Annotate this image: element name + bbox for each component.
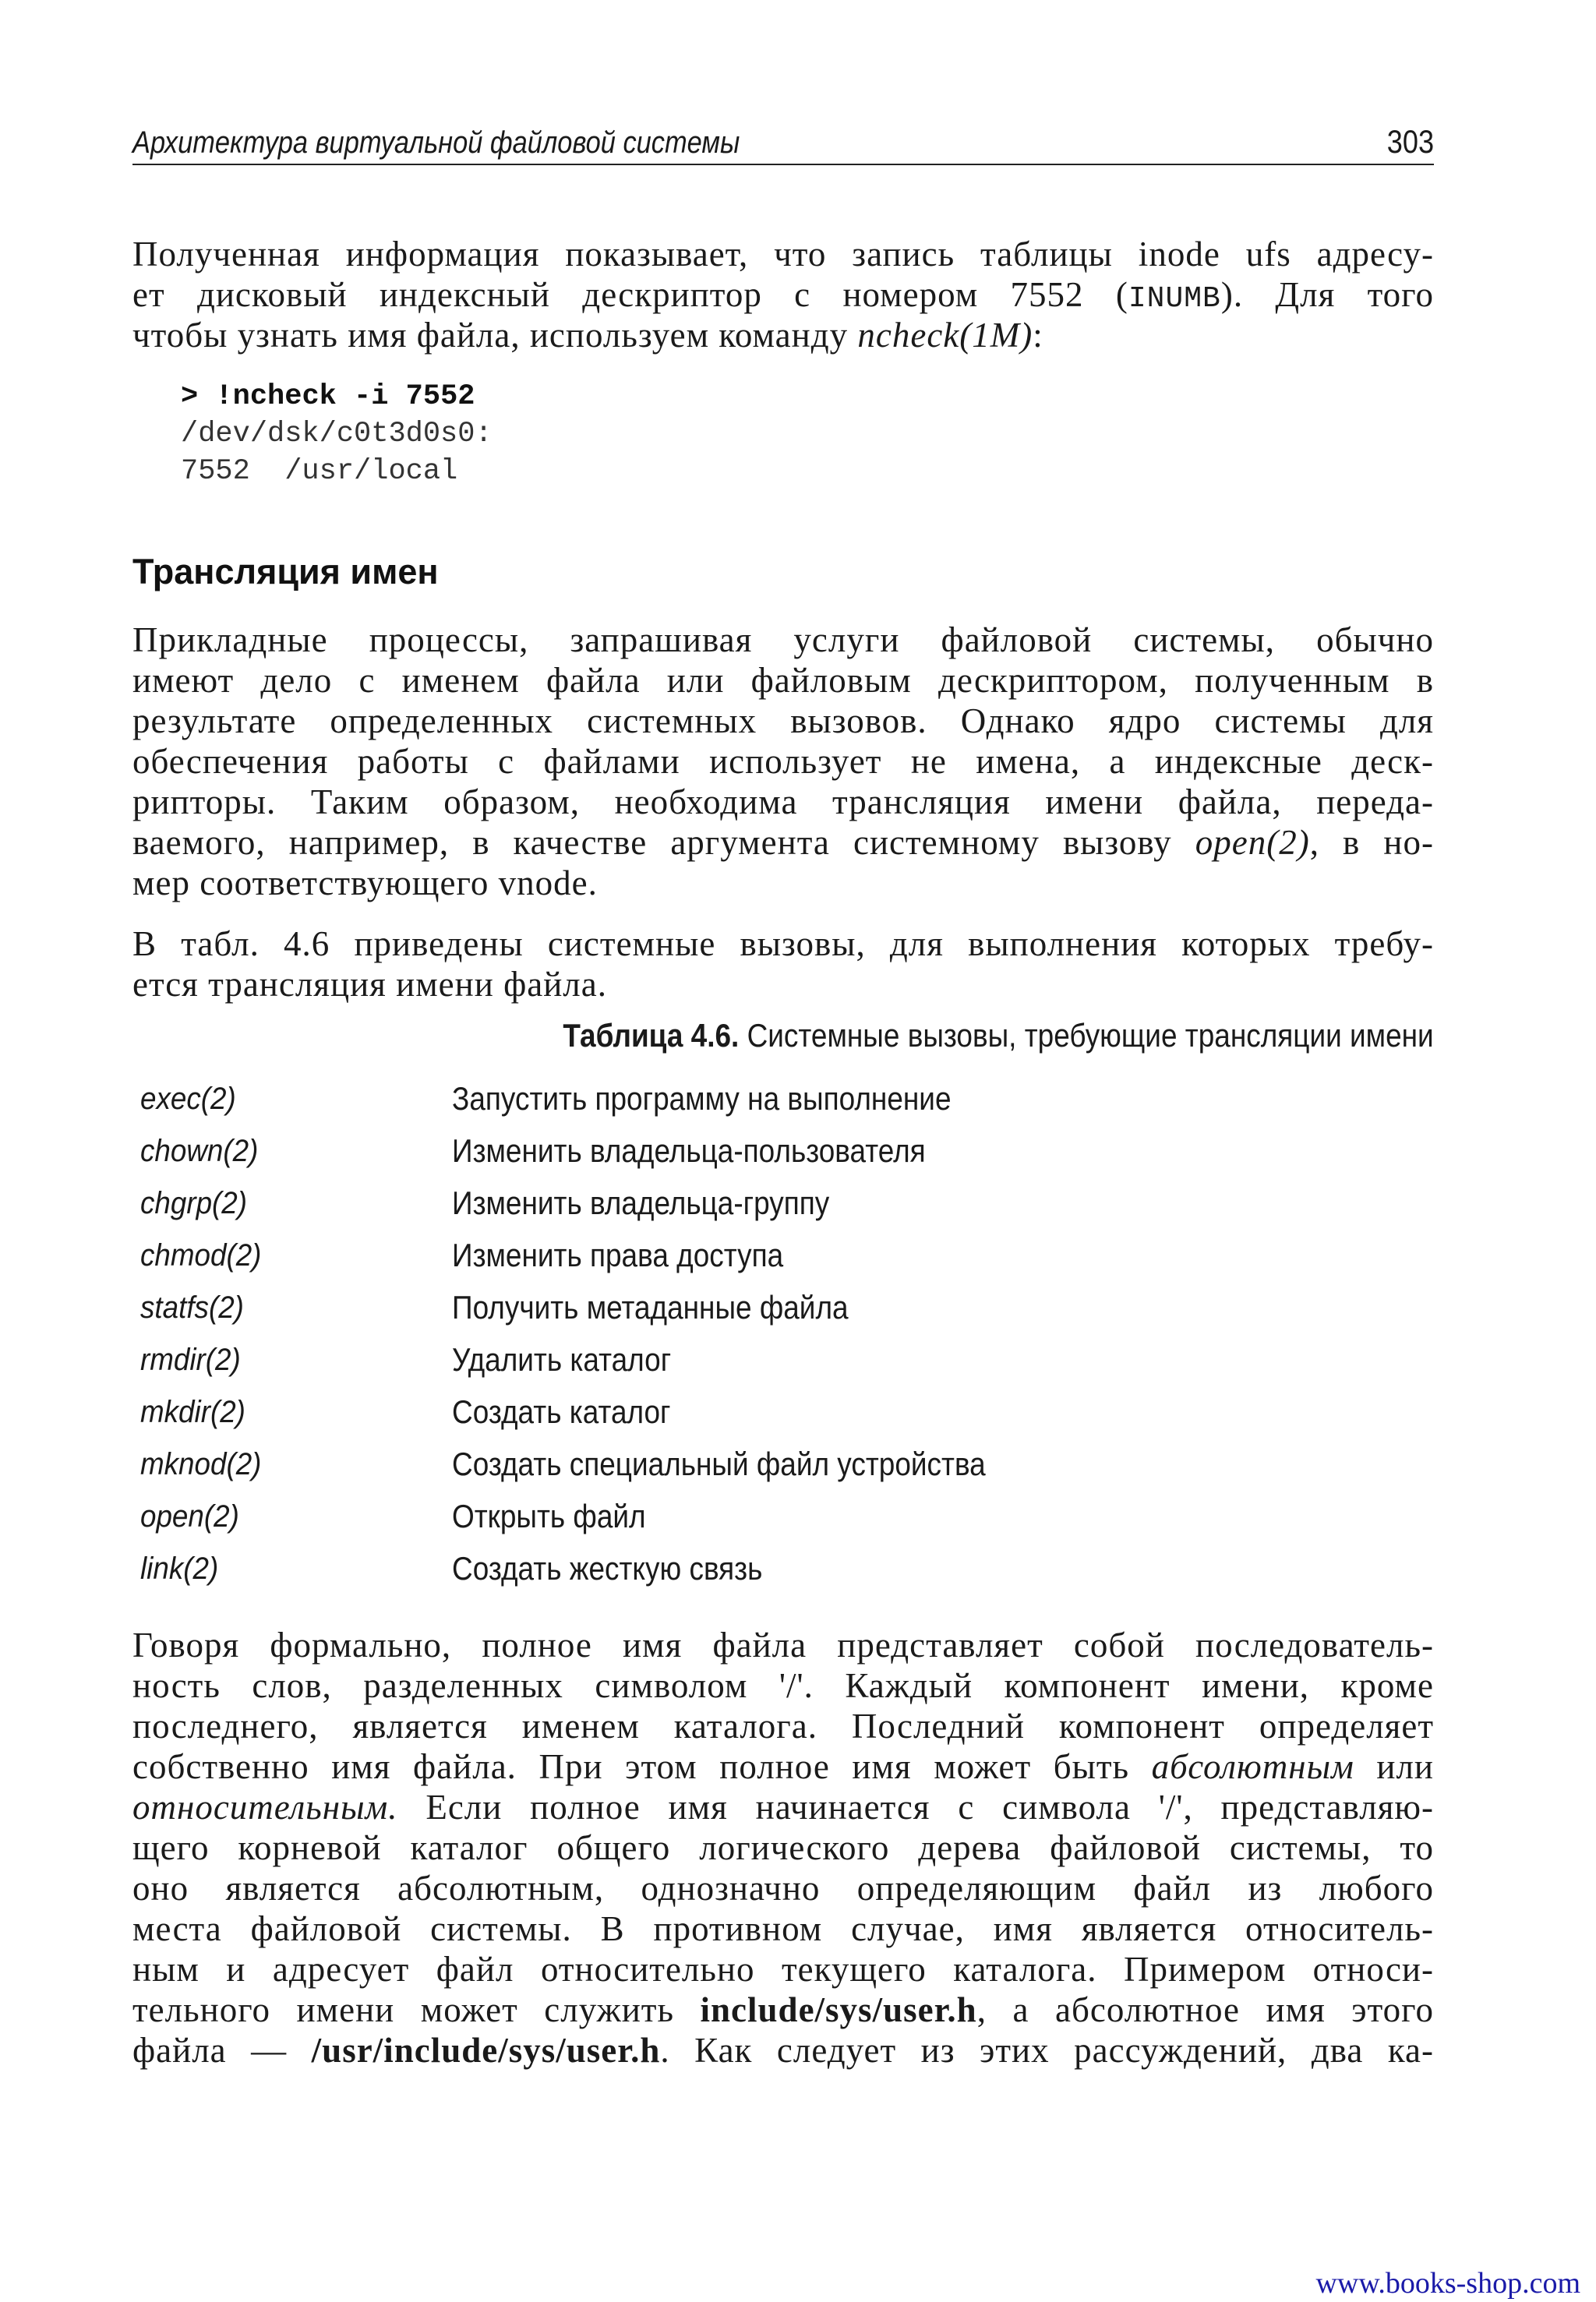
syscall-description: Создать жесткую связь: [452, 1550, 763, 1587]
running-title: Архитектура виртуальной файловой системы: [132, 125, 740, 160]
para3-line: щего корневой каталог общего логического дерева файловой системы, то: [132, 1828, 1434, 1867]
syscall-row: [140, 1547, 1309, 1599]
footer-link[interactable]: www.books-shop.com: [1315, 2267, 1580, 2300]
para3-line: Говоря формально, полное имя файла представляет собой последователь-: [132, 1626, 1434, 1665]
syscall-row: [140, 1495, 1309, 1547]
running-header: [132, 125, 1434, 165]
relative-path-example: include/sys/user.h: [700, 1990, 977, 2029]
syscall-description: Создать специальный файл устройства: [452, 1446, 986, 1482]
syscall-description: Получить метаданные файла: [452, 1289, 849, 1326]
code-output-1: /dev/dsk/c0t3d0s0:: [181, 418, 493, 450]
para3-line: тельного имени может служить include/sys/user.h, а абсолютное имя этого: [132, 1990, 1435, 2029]
para3-line: оно является абсолютным, однозначно определяющим файл из любого: [132, 1869, 1434, 1908]
code-prompt: >: [181, 380, 216, 413]
ncheck-ref: ncheck(1M): [857, 316, 1033, 355]
section-heading: Трансляция имен: [132, 552, 439, 591]
para3-line: файла — /usr/include/sys/user.h. Как следует из этих рассуждений, два ка-: [132, 2031, 1434, 2070]
page-number: 303: [1386, 123, 1434, 160]
para1-line: результате определенных системных вызовов. Однако ядро системы для: [132, 701, 1434, 740]
syscall-name: exec(2): [140, 1082, 236, 1116]
syscall-table: [140, 1077, 1309, 1599]
para1-line: рипторы. Таким образом, необходима трансляция имени файла, переда-: [132, 782, 1434, 821]
inumb-code: INUMB: [1128, 282, 1221, 316]
syscall-name: mkdir(2): [140, 1395, 245, 1429]
syscall-name: chmod(2): [140, 1238, 262, 1273]
para1-line: имеют дело с именем файла или файловым дескриптором, полученным в: [132, 661, 1434, 700]
syscall-description: Изменить владельца-группу: [452, 1185, 830, 1221]
syscall-row: [140, 1338, 1309, 1390]
syscall-description: Открыть файл: [452, 1498, 646, 1534]
para3-line: места файловой системы. В противном случае, имя является относитель-: [132, 1909, 1434, 1948]
para1-line: обеспечения работы с файлами использует не имена, а индексные деск-: [132, 742, 1434, 781]
intro-line-2: ет дисковый индексный дескриптор с номером 7552 (INUMB). Для того: [132, 275, 1434, 316]
intro-line-1: Полученная информация показывает, что запись таблицы inode ufs адресу-: [132, 235, 1434, 274]
syscall-name: link(2): [140, 1552, 219, 1586]
syscall-name: chgrp(2): [140, 1186, 248, 1220]
syscall-row: [140, 1077, 1309, 1129]
para2-line: В табл. 4.6 приведены системные вызовы, для выполнения которых требу-: [132, 924, 1434, 963]
syscall-description: Удалить каталог: [452, 1341, 672, 1378]
syscall-row: [140, 1286, 1309, 1338]
syscall-description: Изменить права доступа: [452, 1237, 784, 1273]
para3-line: последнего, является именем каталога. Последний компонент определяет: [132, 1707, 1434, 1746]
syscall-row: [140, 1181, 1309, 1234]
syscall-name: statfs(2): [140, 1290, 244, 1325]
table-caption: Таблица 4.6. Системные вызовы, требующие трансляции имени: [563, 1017, 1434, 1054]
intro-line-3: чтобы узнать имя файла, используем команду ncheck(1M):: [132, 316, 1043, 355]
syscall-row: [140, 1129, 1309, 1181]
para2-line: ется трансляция имени файла.: [132, 965, 607, 1004]
syscall-row: [140, 1234, 1309, 1286]
syscall-description: Создать каталог: [452, 1393, 671, 1430]
para3-line: ным и адресует файл относительно текущего каталога. Примером относи-: [132, 1950, 1434, 1989]
code-output-2: 7552 /usr/local: [181, 455, 458, 488]
syscall-name: mknod(2): [140, 1447, 262, 1481]
syscall-name: rmdir(2): [140, 1343, 241, 1377]
para3-line: относительным. Если полное имя начинается с символа '/', представляю-: [132, 1788, 1434, 1827]
para1-line: Прикладные процессы, запрашивая услуги файловой системы, обычно: [132, 620, 1434, 659]
code-listing: [181, 378, 493, 490]
para3-line: ность слов, разделенных символом '/'. Каждый компонент имени, кроме: [132, 1666, 1434, 1705]
para3-line: собственно имя файла. При этом полное имя может быть абсолютным или: [132, 1747, 1434, 1786]
syscall-name: open(2): [140, 1499, 239, 1534]
syscall-name: chown(2): [140, 1134, 259, 1168]
para1-line: мер соответствующего vnode.: [132, 863, 598, 902]
syscall-row: [140, 1442, 1309, 1495]
syscall-description: Изменить владельца-пользователя: [452, 1132, 926, 1169]
open-ref: open(2): [1195, 823, 1310, 862]
syscall-row: [140, 1390, 1309, 1442]
absolute-term: абсолютным: [1151, 1747, 1354, 1786]
absolute-path-example: /usr/include/sys/user.h: [311, 2031, 661, 2070]
para1-line: ваемого, например, в качестве аргумента системному вызову open(2), в но-: [132, 823, 1434, 862]
code-command: !ncheck -i 7552: [215, 380, 475, 413]
syscall-description: Запустить программу на выполнение: [452, 1080, 952, 1117]
relative-term: относительным.: [132, 1788, 398, 1827]
